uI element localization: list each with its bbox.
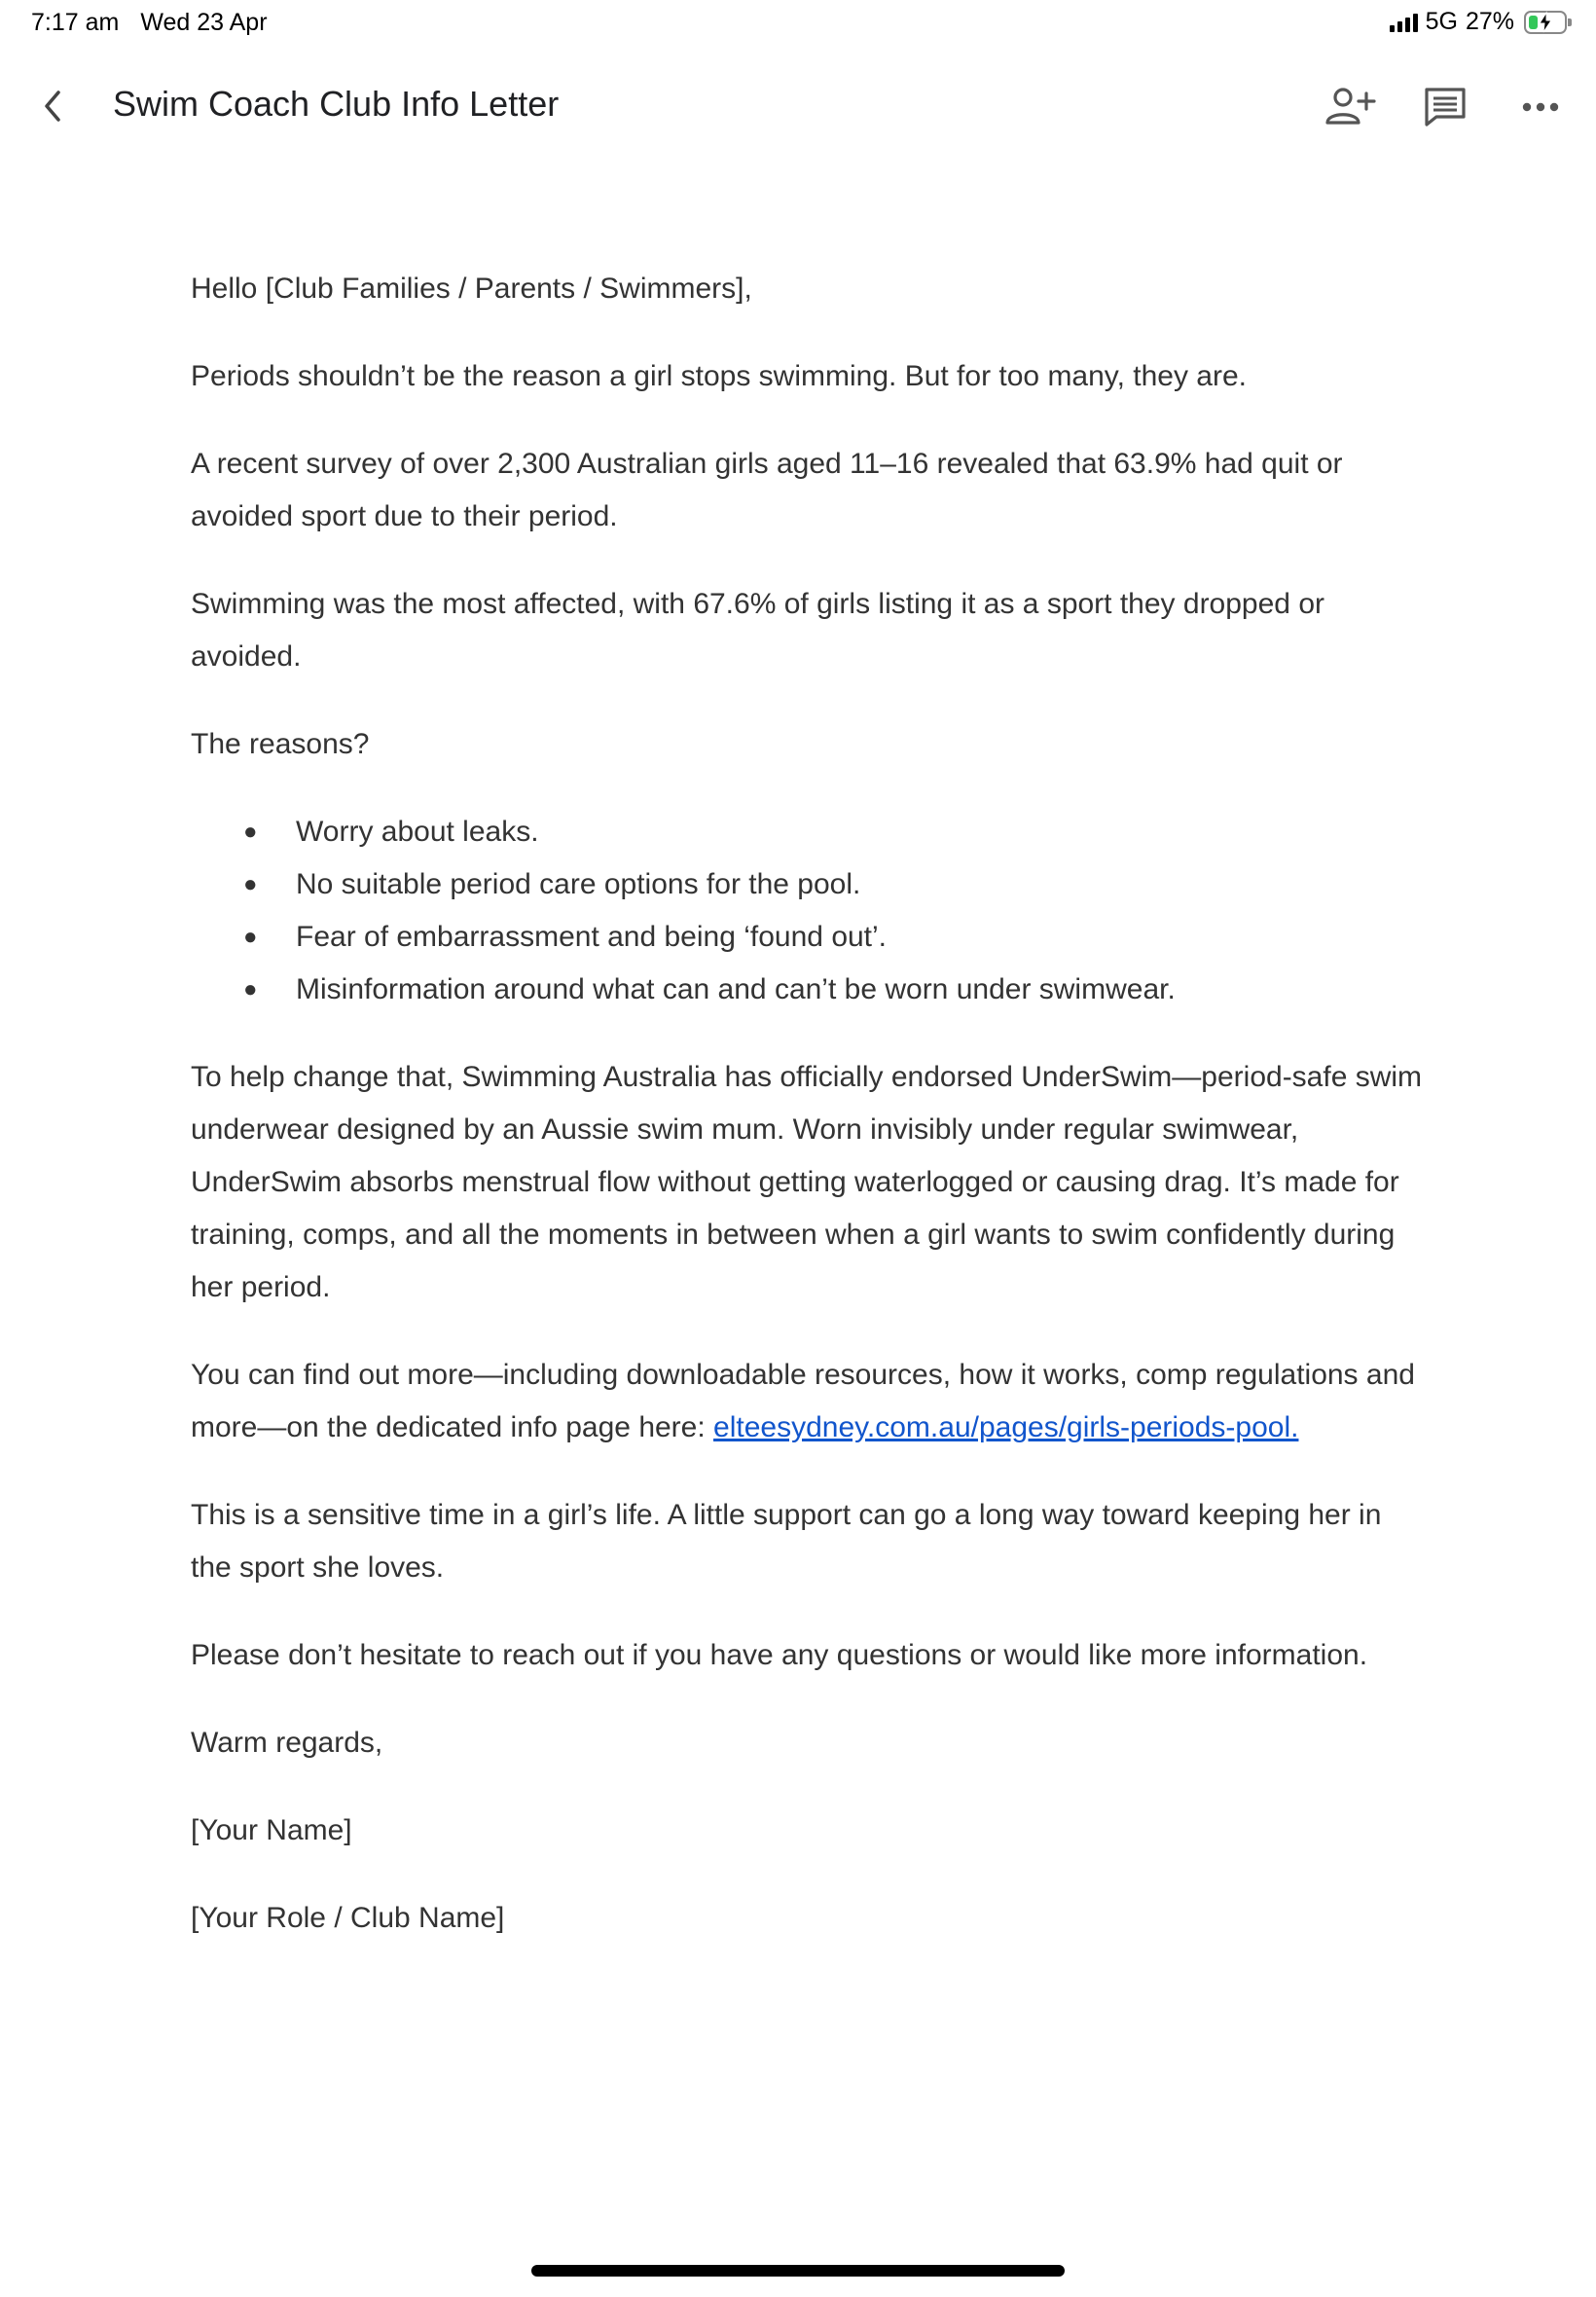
signal-icon xyxy=(1390,13,1418,32)
paragraph-8: Please don’t hesitate to reach out if you have any questions or would like more information. xyxy=(191,1639,1368,1671)
bullet-icon: ● xyxy=(243,819,258,845)
status-left xyxy=(31,9,268,37)
signature-role: [Your Role / Club Name] xyxy=(191,1902,505,1934)
more-options-icon xyxy=(1521,101,1560,113)
document-title: Swim Coach Club Info Letter xyxy=(113,84,560,124)
paragraph-6-text: You can find out more—including downloadable resources, how it works, comp regulations and more—on the dedicated info page here: xyxy=(191,1359,1415,1443)
paragraph-2: A recent survey of over 2,300 Australian girls aged 11–16 revealed that 63.9% had quit or avoided sport due to their period. xyxy=(191,448,1343,532)
doc-toolbar xyxy=(0,60,1596,150)
signature-name: [Your Name] xyxy=(191,1814,352,1846)
network-label: 5G xyxy=(1425,8,1458,35)
status-date: Wed 23 Apr xyxy=(140,9,268,36)
back-button[interactable] xyxy=(29,82,78,130)
paragraph-3: Swimming was the most affected, with 67.6% of girls listing it as a sport they dropped or avoided. xyxy=(191,588,1324,673)
paragraph-1: Periods shouldn’t be the reason a girl stops swimming. But for too many, they are. xyxy=(191,360,1247,392)
greeting: Hello [Club Families / Parents / Swimmers], xyxy=(191,273,752,305)
list-item-text: No suitable period care options for the pool. xyxy=(296,868,861,900)
paragraph-7: This is a sensitive time in a girl’s life. A little support can go a long way toward keeping her in the sport she loves. xyxy=(191,1499,1382,1584)
share-button[interactable] xyxy=(1312,80,1388,134)
status-right xyxy=(1390,8,1567,36)
list-item xyxy=(191,806,1427,858)
document-body[interactable] xyxy=(191,263,1427,1980)
list-item-text: Worry about leaks. xyxy=(296,816,539,848)
status-time: 7:17 am xyxy=(31,9,120,36)
more-options-button[interactable] xyxy=(1503,80,1578,134)
paragraph-5: To help change that, Swimming Australia has officially endorsed UnderSwim—period-safe swim underwear designed by an Aussie swim mum. Worn invisibly under regular swimwear, UnderSwim absorbs menstrual flow without getting waterlogged or causing drag. It’s made for training, comps, and all the moments in between when a girl wants to swim confidently during her period. xyxy=(191,1061,1423,1303)
bullet-icon: ● xyxy=(243,871,258,897)
comment-icon xyxy=(1423,86,1468,128)
back-chevron-icon xyxy=(39,87,68,126)
list-item xyxy=(191,964,1427,1016)
bolt-icon xyxy=(1534,11,1557,34)
comments-button[interactable] xyxy=(1407,80,1483,134)
bullet-icon: ● xyxy=(243,924,258,950)
list-item-text: Fear of embarrassment and being ‘found out’. xyxy=(296,921,888,953)
info-page-link[interactable]: elteesydney.com.au/pages/girls-periods-pool. xyxy=(713,1411,1299,1443)
closing: Warm regards, xyxy=(191,1727,383,1759)
home-indicator[interactable] xyxy=(531,2265,1065,2277)
list-item xyxy=(191,858,1427,911)
toolbar-actions xyxy=(1312,80,1578,134)
battery-percent: 27% xyxy=(1465,8,1514,35)
add-person-icon xyxy=(1324,86,1376,128)
reasons-list xyxy=(191,806,1427,1016)
list-item xyxy=(191,911,1427,964)
paragraph-6 xyxy=(191,1349,1427,1454)
battery-charging-icon xyxy=(1524,11,1567,34)
paragraph-4: The reasons? xyxy=(191,728,370,760)
bullet-icon: ● xyxy=(243,976,258,1003)
list-item-text: Misinformation around what can and can’t be worn under swimwear. xyxy=(296,973,1176,1005)
status-bar xyxy=(0,0,1596,47)
